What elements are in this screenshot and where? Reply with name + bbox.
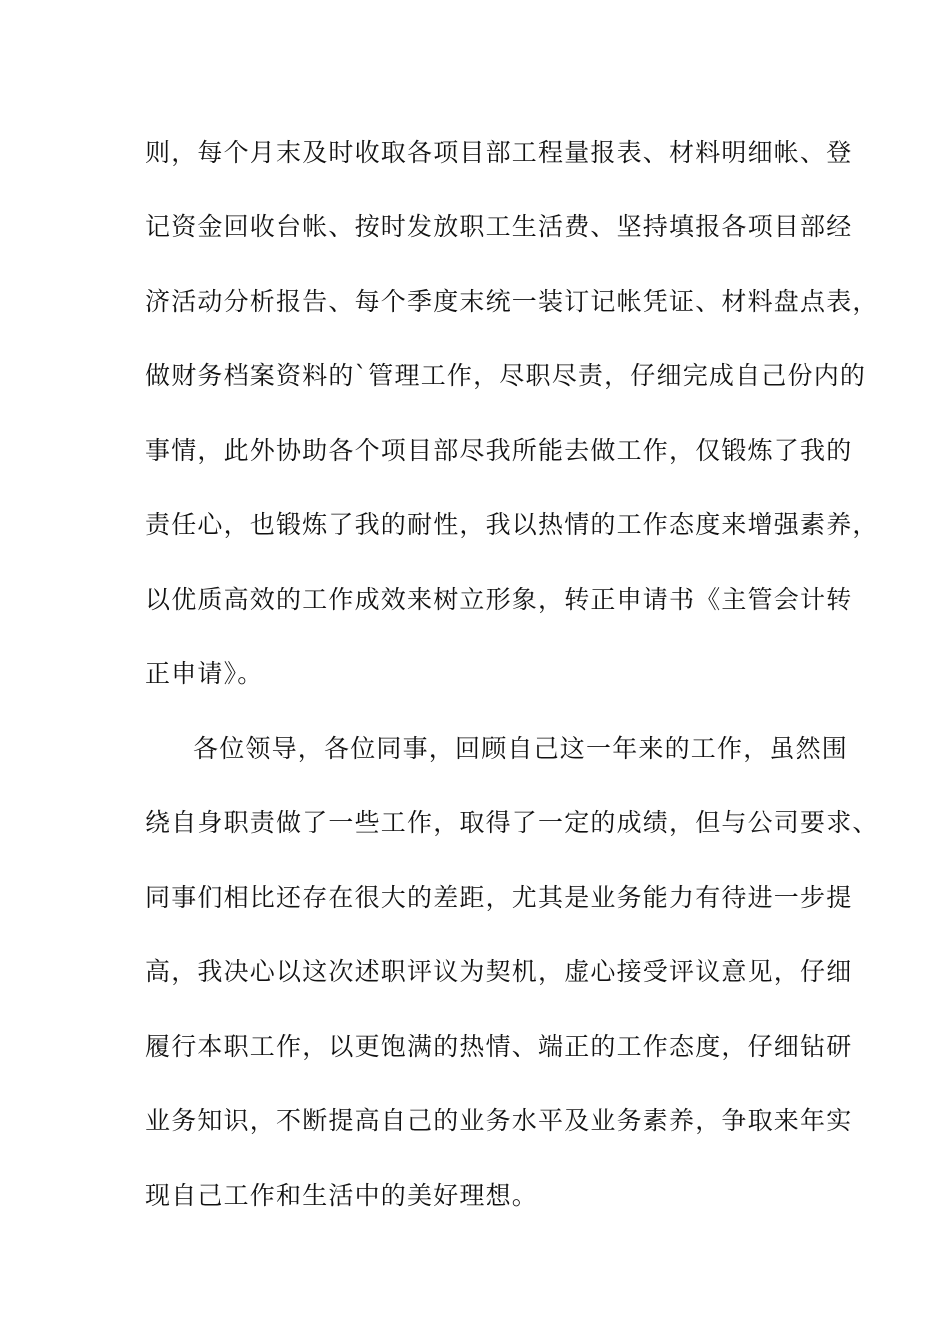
text-line: 做财务档案资料的`管理工作，尽职尽责，仔细完成自己份内的 bbox=[145, 361, 867, 390]
text-line: 同事们相比还存在很大的差距，尤其是业务能力有待进一步提 bbox=[145, 883, 853, 912]
text-line: 记资金回收台帐、按时发放职工生活费、坚持填报各项目部经 bbox=[145, 212, 853, 241]
text-line: 以优质高效的工作成效来树立形象，转正申请书《主管会计转 bbox=[145, 585, 853, 614]
text-line: 业务知识，不断提高自己的业务水平及业务素养，争取来年实 bbox=[145, 1106, 853, 1135]
text-line: 则，每个月末及时收取各项目部工程量报表、材料明细帐、登 bbox=[145, 138, 853, 167]
paragraph-start-line: 各位领导，各位同事，回顾自己这一年来的工作，虽然围 bbox=[193, 734, 849, 763]
text-line: 责任心，也锻炼了我的耐性，我以热情的工作态度来增强素养， bbox=[145, 510, 879, 539]
text-line: 正申请》。 bbox=[145, 659, 264, 688]
text-line: 济活动分析报告、每个季度末统一装订记帐凭证、材料盘点表， bbox=[145, 287, 879, 316]
text-line: 事情，此外协助各个项目部尽我所能去做工作，仅锻炼了我的 bbox=[145, 436, 853, 465]
text-line: 履行本职工作，以更饱满的热情、端正的工作态度，仔细钻研 bbox=[145, 1032, 853, 1061]
text-line: 高，我决心以这次述职评议为契机，虚心接受评议意见，仔细 bbox=[145, 957, 853, 986]
text-line: 绕自身职责做了一些工作，取得了一定的成绩，但与公司要求、 bbox=[145, 808, 879, 837]
text-line: 现自己工作和生活中的美好理想。 bbox=[145, 1181, 539, 1210]
